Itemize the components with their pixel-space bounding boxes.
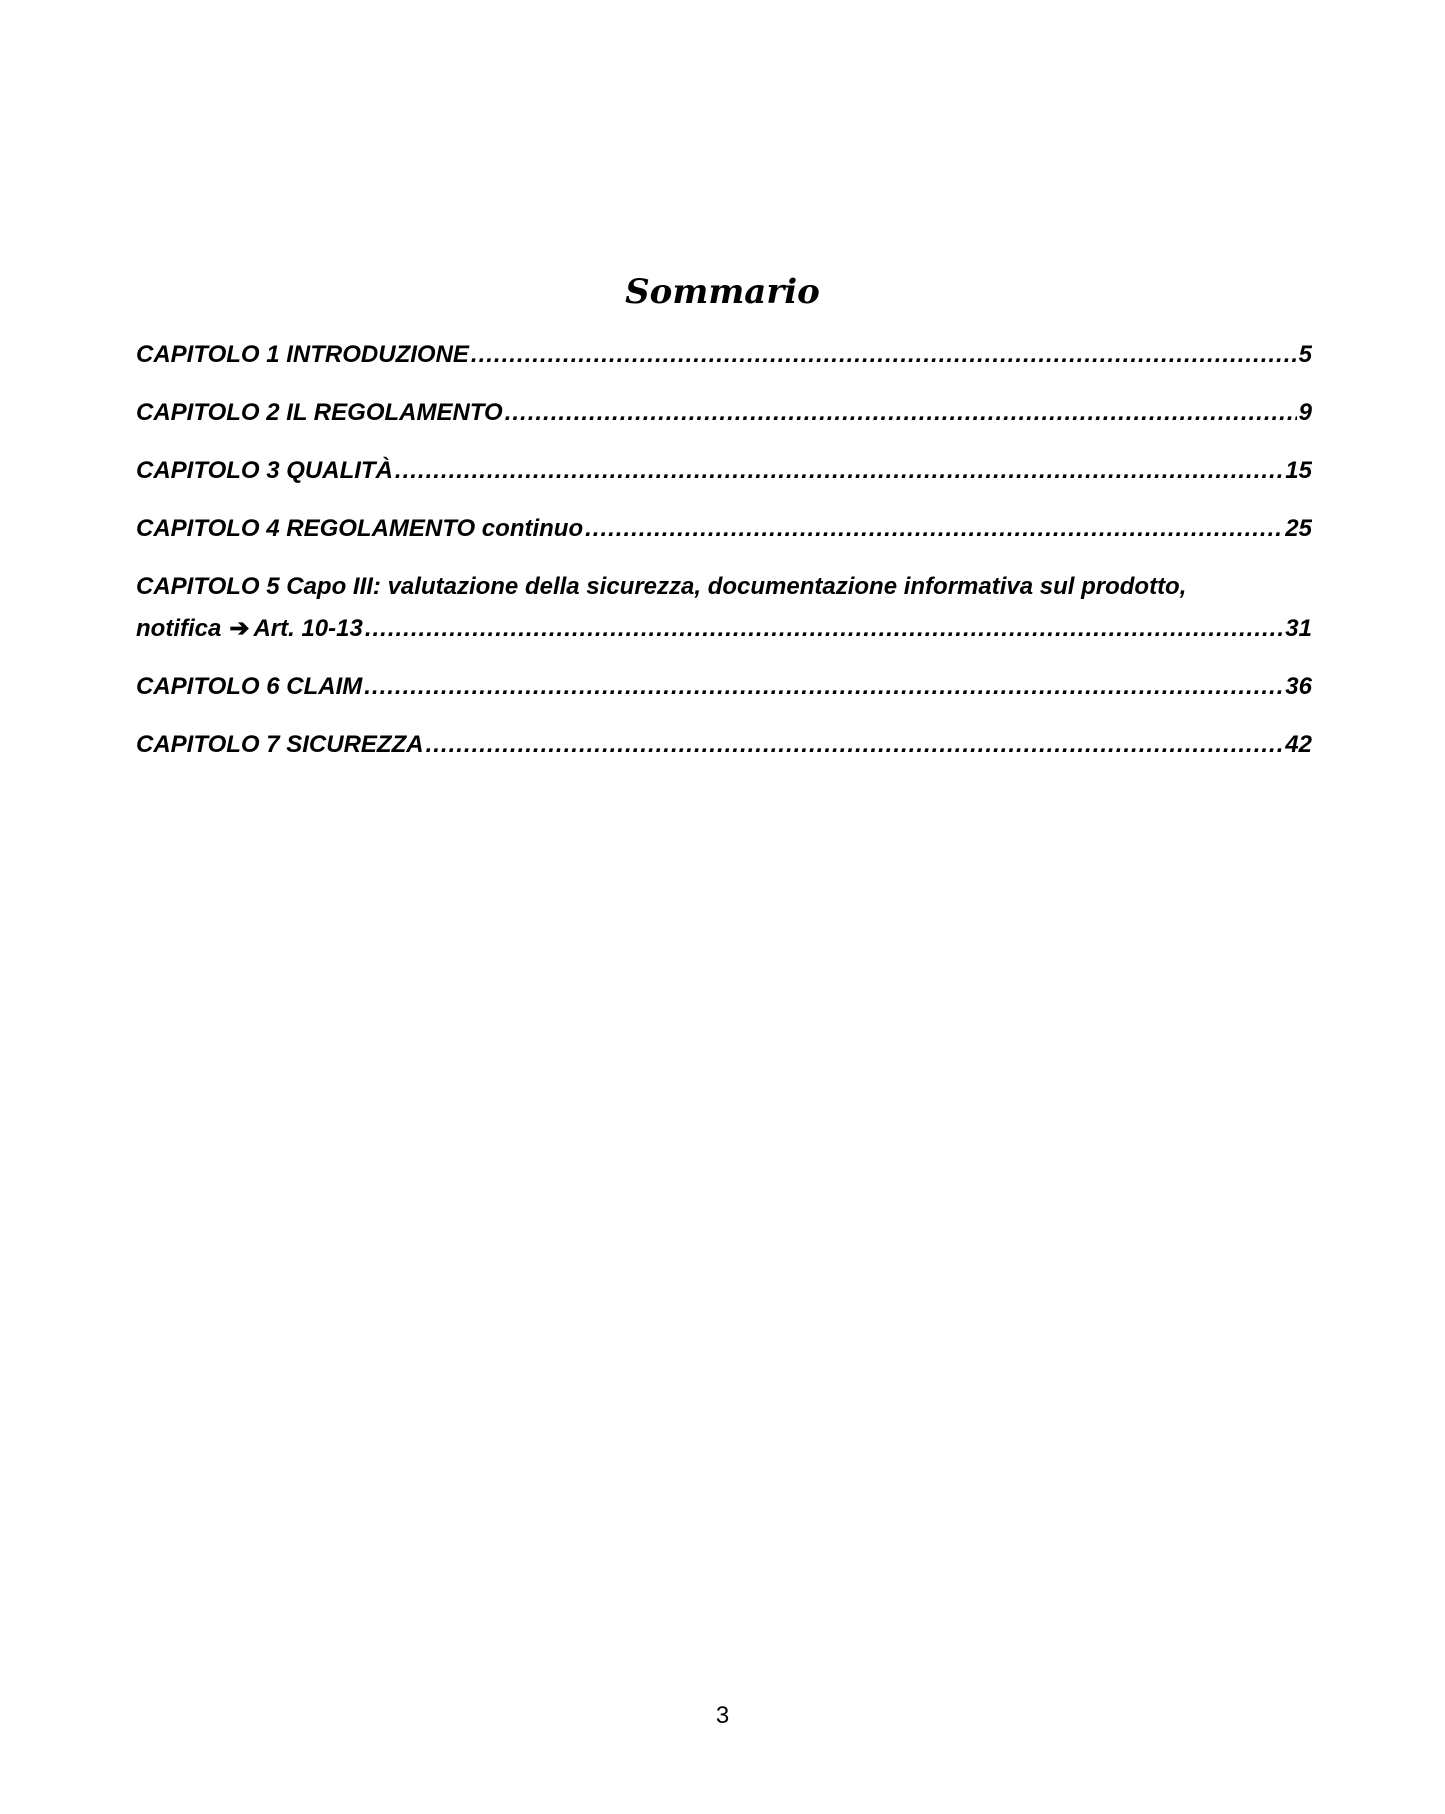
toc-entry-label: CAPITOLO 1 INTRODUZIONE bbox=[136, 341, 469, 368]
dot-leader bbox=[471, 334, 1297, 376]
toc-entry-label-before: notifica bbox=[136, 615, 222, 642]
dot-leader bbox=[585, 508, 1283, 550]
arrow-right-icon: ➔ bbox=[229, 615, 250, 642]
toc-entry-page: 36 bbox=[1285, 673, 1312, 700]
toc-entry-label: CAPITOLO 7 SICUREZZA bbox=[136, 731, 424, 758]
toc-entry-page: 25 bbox=[1285, 515, 1312, 542]
dot-leader bbox=[395, 450, 1283, 492]
toc-entry-page: 15 bbox=[1285, 457, 1312, 484]
toc-entry-chapter-5[interactable] bbox=[136, 566, 1312, 650]
table-of-contents bbox=[136, 334, 1312, 782]
toc-entry-label-line-1: CAPITOLO 5 Capo III: valutazione della sicurezza, documentazione informativa sul prodotto, bbox=[136, 573, 1187, 600]
toc-entry-label-after: Art. 10-13 bbox=[253, 615, 363, 642]
toc-entry-page: 31 bbox=[1285, 615, 1312, 642]
toc-entry-chapter-3[interactable] bbox=[136, 450, 1312, 492]
toc-entry-label: CAPITOLO 3 QUALITÀ bbox=[136, 457, 393, 484]
toc-title: Sommario bbox=[625, 272, 820, 312]
page-number: 3 bbox=[715, 1702, 730, 1729]
toc-entry-label: CAPITOLO 4 REGOLAMENTO continuo bbox=[136, 515, 584, 542]
toc-entry-chapter-2[interactable] bbox=[136, 392, 1312, 434]
toc-entry-chapter-1[interactable] bbox=[136, 334, 1312, 376]
toc-entry-page: 42 bbox=[1285, 731, 1312, 758]
dot-leader bbox=[364, 666, 1283, 708]
dot-leader bbox=[365, 608, 1283, 650]
toc-entry-label-line-2 bbox=[136, 608, 1312, 650]
dot-leader bbox=[505, 392, 1297, 434]
toc-entry-page: 5 bbox=[1298, 341, 1312, 368]
toc-entry-page: 9 bbox=[1298, 399, 1312, 426]
dot-leader bbox=[426, 724, 1284, 766]
toc-entry-label: CAPITOLO 6 CLAIM bbox=[136, 673, 363, 700]
toc-entry-chapter-7[interactable] bbox=[136, 724, 1312, 766]
toc-entry-chapter-6[interactable] bbox=[136, 666, 1312, 708]
toc-entry-chapter-4[interactable] bbox=[136, 508, 1312, 550]
toc-entry-label: CAPITOLO 2 IL REGOLAMENTO bbox=[136, 399, 503, 426]
